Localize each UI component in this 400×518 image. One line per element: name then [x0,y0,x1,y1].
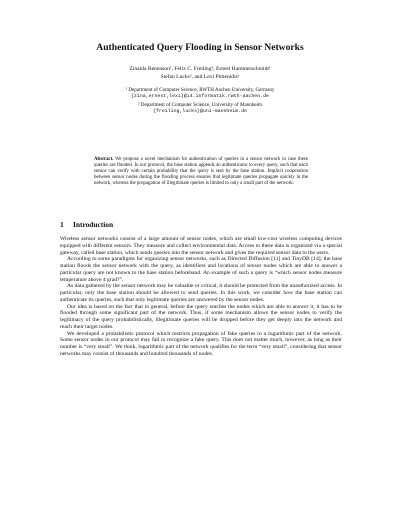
paragraph-5: We developed a probabilistic protocol which restricts propagation of fake queries to a logarithmic part of the network. Some sensor nodes in our protocol may fail to recognize a fake query. This does not matter much, however, as long as their number is “very small”. We think, logarithmic part of the network qualifies for the term “very small”, considering that sensor networks may consist of thousands and hundred thousands of nodes. [60,330,342,357]
affiliation-1: ¹ Department of Computer Science, RWTH Aachen University, Germany [125,87,275,93]
body-text [60,236,342,358]
affiliation-2: ² Department of Computer Science, University of Mannheim [137,102,263,108]
authors-line-1: Zinaida Benenson¹, Felix C. Freiling², Ernest Hammerschmidt¹ [129,66,271,72]
paragraph-1: Wireless sensor networks consist of a large amount of sensor nodes, which are small low-cost wireless computing devices equipped with different sensors. They measure and collect environmental data. Access to these data is organized via a special gateway, called base station, which sends queries into the sensor network and gives the required sensor data to the users. [60,236,342,256]
affiliation-block [40,87,360,115]
authors-line-2: Stefan Lucks², and Lexi Pimenidis¹ [160,73,240,80]
section-heading [60,220,113,229]
paragraph-4: Our idea is based on the fact that in general, before the query reaches the nodes which are able to answer it, it has to be flooded through some significant part of the network. Thus, if some mechanism allows the sensor nodes to verify the legitimacy of the query probabilistically, illegitimate queries will be dropped before they get deeply into the network and reach their target nodes. [60,303,342,330]
section-number: 1 [60,220,64,229]
email-2: {freiling,lucks}@uni-mannheim.de [153,108,247,114]
paragraph-3: As data gathered by the sensor network may be valuable or critical, it should be protected from the unauthorized access. In particular, only the base station should be allowed to send queries. In this work, we consider how the base station can authenticate its queries, such that only legitimate queries are answered by the sensor nodes. [60,283,342,303]
author-block [40,66,360,81]
email-1: {zina,ernest,lexi}@i4.informatik.rwth-aachen.de [131,93,269,99]
paper-title: Authenticated Query Flooding in Sensor Networks [96,42,304,53]
abstract-label: Abstract. [94,157,114,162]
paragraph-2: According to some paradigms for organizing sensor networks, such as Directed Diffusion [11] and TinyDB [14], the base station floods the sensor network with the query, as identifiers and locations of sensor nodes which are able to answer a particular query are not known to the base station beforehand. An example of such a query is “which sensor nodes measure temperature above 4 grad?”. [60,256,342,283]
abstract-text: We propose a novel mechanism for authentication of queries in a sensor network in case these queries are flooded. In our protocol, the base station appends an authenticator to every query, such that each sensor can verify with certain probability that the query is sent by the base station. Implicit cooperation between sensor nodes during the flooding process ensures that legitimate queries propagate quickly in the network, whereas the propagation of illegitimate queries is limited to only a small part of the network. [94,157,308,186]
section-title: Introduction [73,220,114,229]
abstract [94,157,308,187]
